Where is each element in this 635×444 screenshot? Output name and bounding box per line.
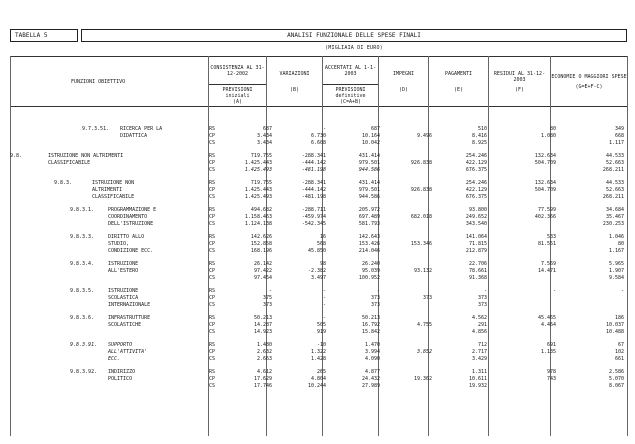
cell-value: 52.663 (605, 160, 624, 166)
cell-value: 14.923 (253, 329, 272, 335)
cell-value: 4.755 (416, 322, 432, 328)
cell-value: -542.345 (301, 221, 326, 227)
cell-value: -288.341 (301, 153, 326, 159)
cell-value: 91.368 (468, 275, 487, 281)
row-label: ALL'ESTERO (108, 268, 139, 274)
table-row (10, 315, 627, 321)
cell-value: 6.608 (310, 140, 326, 146)
row-type: RS (209, 342, 216, 348)
table-row (10, 268, 627, 274)
cell-value: 8.416 (471, 133, 487, 139)
cell-value: 141.064 (465, 234, 487, 240)
cell-value: 1.158.463 (244, 214, 272, 220)
cell-value: 98 (319, 261, 326, 267)
cell-value: 505 (316, 322, 326, 328)
row-label: ISTRUZIONE NON (92, 180, 135, 186)
cell-value: -481.198 (301, 194, 326, 200)
cell-value: 4.464 (540, 322, 556, 328)
row-type: RS (209, 369, 216, 375)
cell-value: 676.375 (465, 167, 487, 173)
cell-value: -288.341 (301, 180, 326, 186)
cell-value: 50.213 (361, 315, 380, 321)
header-residui: RESIDUI AL 31-12-2003 (F) (489, 57, 551, 107)
cell-value: 80 (549, 126, 556, 132)
row-label: CONDIZIONE ECC. (108, 248, 154, 254)
row-label: STUDIO, (108, 241, 130, 247)
row-label: ALTRIMENTI (92, 187, 123, 193)
row-type: CP (209, 214, 216, 220)
cell-value: 45.850 (307, 248, 326, 254)
cell-value: 3.434 (256, 140, 272, 146)
cell-value: 1.480 (256, 342, 272, 348)
cell-value: 719.755 (250, 180, 272, 186)
row-type: RS (209, 126, 216, 132)
cell-value: 719.755 (250, 153, 272, 159)
cell-value: 4.562 (471, 315, 487, 321)
row-code: 9.8.3.6. (70, 315, 95, 321)
row-label: SUPPORTO (108, 342, 133, 348)
cell-value: 682.018 (410, 214, 432, 220)
header-previsioni-def: PREVISIONI definitive (C=A+B) (323, 85, 379, 107)
cell-value: 17.629 (253, 376, 272, 382)
cell-value: 168.196 (250, 248, 272, 254)
cell-value: 691 (546, 342, 556, 348)
cell-value: 6.730 (310, 133, 326, 139)
cell-value: 2.717 (471, 349, 487, 355)
row-type: CS (209, 383, 216, 389)
cell-value: 402.366 (534, 214, 556, 220)
cell-value: 14.471 (537, 268, 556, 274)
header-funzioni: FUNZIONI OBIETTIVO (11, 57, 209, 107)
cell-value: 1.080 (540, 133, 556, 139)
cell-value: 375 (262, 295, 272, 301)
cell-value: 153.426 (358, 241, 380, 247)
cell-value: 712 (477, 342, 487, 348)
row-type: RS (209, 261, 216, 267)
cell-value: 44.533 (605, 153, 624, 159)
cell-value: 10.164 (361, 133, 380, 139)
cell-value: 8.067 (608, 383, 624, 389)
cell-value: 944.586 (358, 194, 380, 200)
table-row (10, 241, 627, 247)
table-row (10, 187, 627, 193)
cell-value: 45.465 (537, 315, 556, 321)
cell-value: 132.634 (534, 180, 556, 186)
row-code: 9.8.3.92. (70, 369, 98, 375)
row-label: POLITICO (108, 376, 133, 382)
row-type: CP (209, 376, 216, 382)
cell-value: - (322, 302, 326, 308)
cell-value: -459.974 (301, 214, 326, 220)
table-row (10, 140, 627, 146)
cell-value: 44.533 (605, 180, 624, 186)
table-row (10, 369, 627, 375)
cell-value: 67 (617, 342, 624, 348)
cell-value: 19.932 (468, 383, 487, 389)
cell-value: 494.682 (250, 207, 272, 213)
cell-value: 422.129 (465, 187, 487, 193)
cell-value: 687 (370, 126, 380, 132)
header-variazioni: VARIAZIONI (B) (267, 57, 323, 107)
row-type: CS (209, 302, 216, 308)
row-label: DIRITTO ALLO (108, 234, 145, 240)
cell-value: 52.663 (605, 187, 624, 193)
table-row (10, 180, 627, 186)
cell-value: 373 (262, 302, 272, 308)
header-economie: ECONOMIE O MAGGIORI SPESE (G=E+F-C) (551, 57, 628, 107)
cell-value: 97.454 (253, 275, 272, 281)
cell-value: 5.965 (608, 261, 624, 267)
title-box (81, 29, 627, 42)
cell-value: 431.414 (358, 180, 380, 186)
cell-value: 4.856 (471, 329, 487, 335)
cell-value: 979.501 (358, 160, 380, 166)
cell-value: 504.709 (534, 160, 556, 166)
cell-value: 661 (614, 356, 624, 362)
row-type: RS (209, 315, 216, 321)
cell-value: -288.711 (301, 207, 326, 213)
table-row (10, 160, 627, 166)
cell-value: 3.852 (416, 349, 432, 355)
cell-value: 1.907 (608, 268, 624, 274)
row-label: DIDATTICA (120, 133, 148, 139)
cell-value: 93.132 (413, 268, 432, 274)
cell-value: - (322, 315, 326, 321)
row-type: RS (209, 180, 216, 186)
cell-value: 268.211 (602, 167, 624, 173)
row-label: INTERNAZIONALE (108, 302, 151, 308)
table-row (10, 234, 627, 240)
cell-value: 265 (316, 369, 326, 375)
row-label: PROGRAMMAZIONE E (108, 207, 157, 213)
cell-value: -444.142 (301, 160, 326, 166)
cell-value: 254.246 (465, 180, 487, 186)
row-type: CP (209, 349, 216, 355)
cell-value: 16.792 (361, 322, 380, 328)
cell-value: 373 (370, 295, 380, 301)
row-type: CS (209, 167, 216, 173)
cell-value: 27.989 (361, 383, 380, 389)
cell-value: 1.322 (310, 349, 326, 355)
table-row (10, 349, 627, 355)
table-row (10, 133, 627, 139)
cell-value: 1.425.443 (244, 187, 272, 193)
column-divider (627, 56, 628, 436)
cell-value: 214.046 (358, 248, 380, 254)
cell-value: 9.584 (608, 275, 624, 281)
cell-value: 19.362 (413, 376, 432, 382)
row-type: CP (209, 187, 216, 193)
table-row (10, 275, 627, 281)
cell-value: 568 (316, 241, 326, 247)
row-label: INDIRIZZO (108, 369, 136, 375)
cell-value: 373 (422, 295, 432, 301)
row-type: CP (209, 322, 216, 328)
row-type: CS (209, 329, 216, 335)
cell-value: 80 (617, 241, 624, 247)
row-type: CP (209, 160, 216, 166)
row-type: CS (209, 275, 216, 281)
cell-value: -2.382 (307, 268, 326, 274)
row-label: ISTRUZIONE (108, 288, 139, 294)
cell-value: 22.706 (468, 261, 487, 267)
cell-value: 676.375 (465, 194, 487, 200)
row-code: 9.8.3.91. (70, 342, 98, 348)
cell-value: - (620, 288, 624, 294)
cell-value: 212.879 (465, 248, 487, 254)
row-label: RICERCA PER LA (120, 126, 163, 132)
cell-value: 152.858 (250, 241, 272, 247)
cell-value: - (322, 295, 326, 301)
cell-value: 15.842 (361, 329, 380, 335)
table-row (10, 207, 627, 213)
cell-value: 205.972 (358, 207, 380, 213)
cell-value: 926.838 (410, 187, 432, 193)
cell-value: 71.815 (468, 241, 487, 247)
cell-value: - (322, 288, 326, 294)
row-code: 9.8.3.4. (70, 261, 95, 267)
table-row (10, 248, 627, 254)
row-type: CS (209, 248, 216, 254)
cell-value: 97.422 (253, 268, 272, 274)
cell-value: 944.586 (358, 167, 380, 173)
row-code: 9.8.3. (54, 180, 73, 186)
cell-value: 1.428 (310, 356, 326, 362)
cell-value: 291 (477, 322, 487, 328)
row-label: SCOLASTICA (108, 295, 139, 301)
row-type: CP (209, 241, 216, 247)
cell-value: 343.540 (465, 221, 487, 227)
cell-value: 979.501 (358, 187, 380, 193)
row-label: DELL'ISTRUZIONE (108, 221, 154, 227)
cell-value: 510 (477, 126, 487, 132)
row-code: 9.8. (10, 153, 23, 159)
cell-value: 9.496 (416, 133, 432, 139)
table-row (10, 167, 627, 173)
cell-value: 10.244 (307, 383, 326, 389)
table-row (10, 322, 627, 328)
row-type: CS (209, 356, 216, 362)
cell-value: 373 (477, 295, 487, 301)
cell-value: 373 (370, 302, 380, 308)
row-label: ISTRUZIONE NON ALTRIMENTI (48, 153, 124, 159)
cell-value: 978 (546, 369, 556, 375)
table-row (10, 342, 627, 348)
cell-value: 3.497 (310, 275, 326, 281)
cell-value: 2.632 (256, 349, 272, 355)
cell-value: 4.090 (364, 356, 380, 362)
cell-value: - (268, 288, 272, 294)
cell-value: 26.142 (253, 261, 272, 267)
cell-value: 102 (614, 349, 624, 355)
cell-value: 7.569 (540, 261, 556, 267)
cell-value: 95.039 (361, 268, 380, 274)
cell-value: 3.429 (471, 356, 487, 362)
cell-value: 142.626 (250, 234, 272, 240)
cell-value: 10.037 (605, 322, 624, 328)
row-type: CP (209, 295, 216, 301)
cell-value: 743 (546, 376, 556, 382)
cell-value: 93.800 (468, 207, 487, 213)
cell-value: 254.246 (465, 153, 487, 159)
table-row (10, 153, 627, 159)
cell-value: 132.634 (534, 153, 556, 159)
row-code: 9.8.3.3. (70, 234, 95, 240)
cell-value: 2.663 (256, 356, 272, 362)
cell-value: 1.425.443 (244, 160, 272, 166)
cell-value: 186 (614, 315, 624, 321)
cell-value: 35.467 (605, 214, 624, 220)
cell-value: 78.661 (468, 268, 487, 274)
header-impegni: IMPEGNI (D) (379, 57, 429, 107)
cell-value: 533 (546, 234, 556, 240)
cell-value: 1.425.493 (244, 194, 272, 200)
cell-value: 24.432 (361, 376, 380, 382)
cell-value: 3.434 (256, 133, 272, 139)
table-row (10, 376, 627, 382)
table-row (10, 194, 627, 200)
row-type: CS (209, 140, 216, 146)
cell-value: 142.643 (358, 234, 380, 240)
cell-value: 50.213 (253, 315, 272, 321)
cell-value: 2.586 (608, 369, 624, 375)
cell-value: 16 (319, 234, 326, 240)
cell-value: 1.311 (471, 369, 487, 375)
table-row (10, 302, 627, 308)
cell-value: 100.952 (358, 275, 380, 281)
row-label: ISTRUZIONE (108, 261, 139, 267)
cell-value: 349 (614, 126, 624, 132)
header-previsioni: PREVISIONI iniziali (A) (209, 85, 267, 107)
cell-value: 4.877 (364, 369, 380, 375)
cell-value: 926.838 (410, 160, 432, 166)
cell-value: 268.211 (602, 194, 624, 200)
row-type: RS (209, 288, 216, 294)
cell-value: 581.793 (358, 221, 380, 227)
table-row (10, 261, 627, 267)
table-row (10, 356, 627, 362)
page-subtitle: (MIGLIAIA DI EURO) (325, 45, 383, 51)
cell-value: 4.612 (256, 369, 272, 375)
cell-value: 10.611 (468, 376, 487, 382)
cell-value: 3.994 (364, 349, 380, 355)
row-code: 9.8.3.1. (70, 207, 95, 213)
row-type: CP (209, 268, 216, 274)
cell-value: 8.925 (471, 140, 487, 146)
cell-value: 919 (316, 329, 326, 335)
row-label: ECC. (108, 356, 121, 362)
row-type: CS (209, 194, 216, 200)
row-label: INFRASTRUTTURE (108, 315, 151, 321)
row-label: COORDINAMENTO (108, 214, 148, 220)
table-row (10, 288, 627, 294)
cell-value: - (552, 288, 556, 294)
cell-value: -444.142 (301, 187, 326, 193)
row-type: CS (209, 221, 216, 227)
cell-value: 34.684 (605, 207, 624, 213)
table-number-box (10, 29, 78, 42)
cell-value: 697.489 (358, 214, 380, 220)
cell-value: 1.167 (608, 248, 624, 254)
row-code: 9.7.3.51. (82, 126, 110, 132)
row-label: ALL'ATTIVITA' (108, 349, 148, 355)
page-title: ANALISI FUNZIONALE DELLE SPESE FINALI (287, 32, 421, 39)
row-type: RS (209, 234, 216, 240)
cell-value: 1.117 (608, 140, 624, 146)
cell-value: 687 (262, 126, 272, 132)
cell-value: 14.287 (253, 322, 272, 328)
row-label: SCOLASTICHE (108, 322, 142, 328)
cell-value: 422.129 (465, 160, 487, 166)
cell-value: 153.346 (410, 241, 432, 247)
cell-value: 1.470 (364, 342, 380, 348)
row-label: CLASSIFICABILE (92, 194, 135, 200)
cell-value: 504.709 (534, 187, 556, 193)
table-row (10, 126, 627, 132)
cell-value: 668 (614, 133, 624, 139)
cell-value: 10.488 (605, 329, 624, 335)
table-row (10, 295, 627, 301)
cell-value: 1.124.138 (244, 221, 272, 227)
table-row (10, 383, 627, 389)
cell-value: 81.551 (537, 241, 556, 247)
header-accertati: ACCERTATI AL 1-1-2003 (323, 57, 379, 85)
cell-value: 373 (477, 302, 487, 308)
cell-value: -10 (316, 342, 326, 348)
row-code: 9.8.3.5. (70, 288, 95, 294)
cell-value: 77.599 (537, 207, 556, 213)
column-header-table (10, 56, 628, 107)
cell-value: 17.746 (253, 383, 272, 389)
row-label: CLASSIFICABILE (48, 160, 91, 166)
cell-value: 431.414 (358, 153, 380, 159)
cell-value: 26.240 (361, 261, 380, 267)
header-consistenza: CONSISTENZA AL 31-12-2002 (209, 57, 267, 85)
cell-value: 1.425.493 (244, 167, 272, 173)
row-type: CP (209, 133, 216, 139)
cell-value: 1.046 (608, 234, 624, 240)
header-pagamenti: PAGAMENTI (E) (429, 57, 489, 107)
table-row (10, 329, 627, 335)
cell-value: - (483, 288, 487, 294)
cell-value: 230.253 (602, 221, 624, 227)
row-type: RS (209, 153, 216, 159)
cell-value: 5.070 (608, 376, 624, 382)
table-number: TABELLA 5 (15, 32, 48, 39)
table-row (10, 214, 627, 220)
row-type: RS (209, 207, 216, 213)
cell-value: - (322, 126, 326, 132)
cell-value: 249.652 (465, 214, 487, 220)
cell-value: -481.198 (301, 167, 326, 173)
cell-value: 10.042 (361, 140, 380, 146)
cell-value: - (376, 288, 380, 294)
table-row (10, 221, 627, 227)
cell-value: 4.804 (310, 376, 326, 382)
cell-value: 1.135 (540, 349, 556, 355)
